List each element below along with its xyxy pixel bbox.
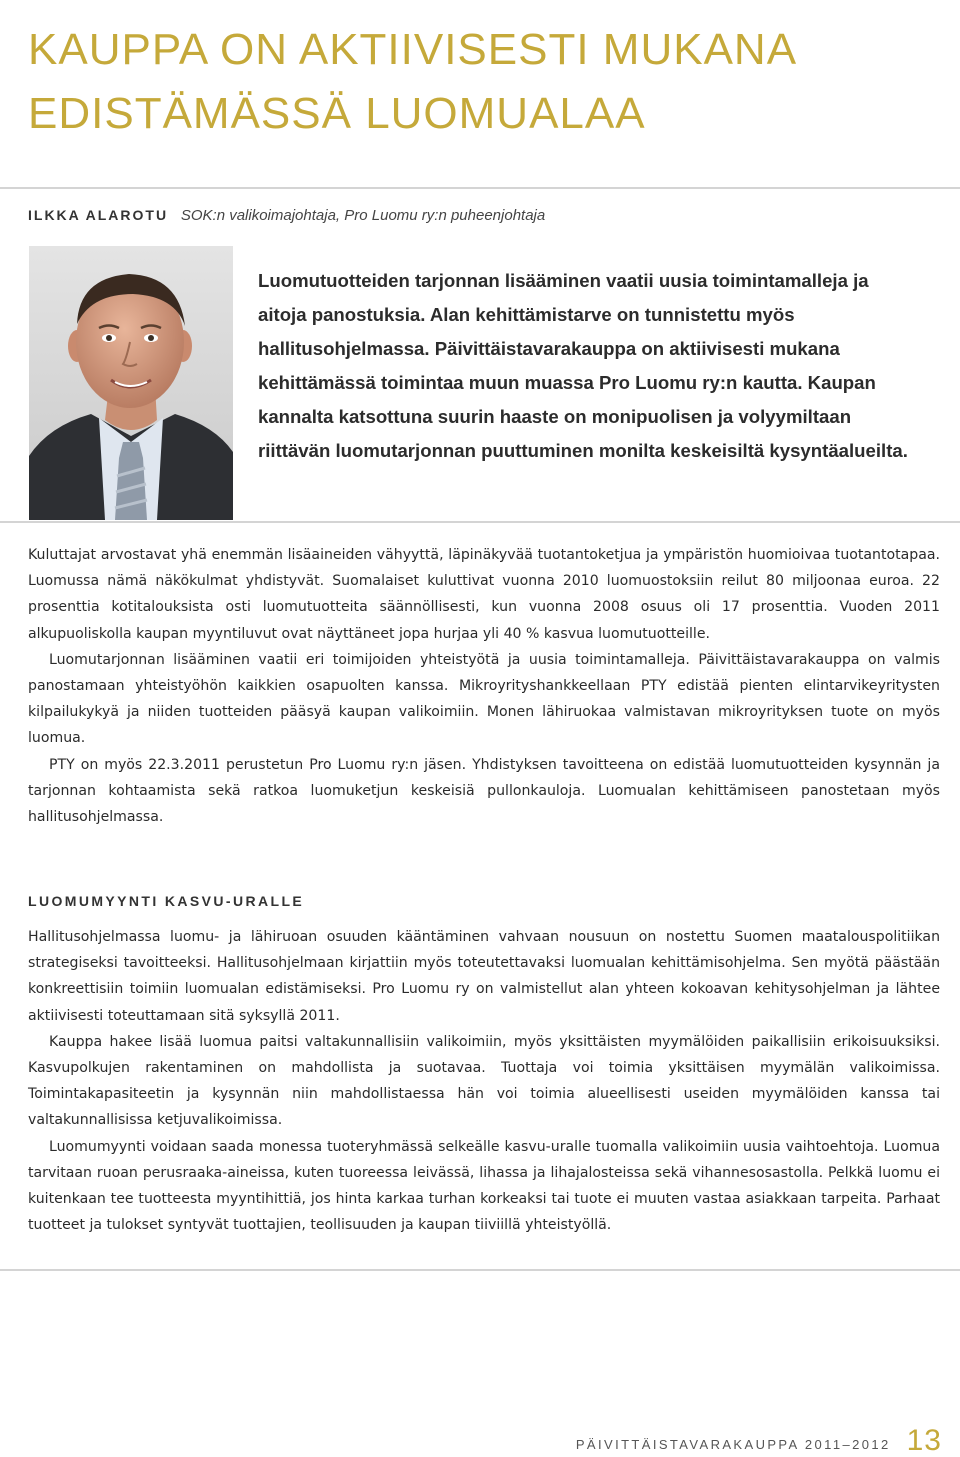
article-body (28, 542, 940, 830)
body-paragraph: Kauppa hakee lisää luomua paitsi valtakunnallisiin valikoimiin, myös yksittäisten myymälöiden paikallisiin erikoisuuksiksi. Kasvupolkujen rakentaminen on mahdollista ja suotavaa. Tuottaja voi toimia yksittäisen myymälän valikoimissa. Toimintakapasiteetin ja kysynnän niin mahdollistaessa hän voi toimia alueellisesti useiden myymälöiden kanssa tai valtakunnallisissa ketjuvalikoimissa. (28, 1033, 940, 1129)
body-paragraph: Hallitusohjelmassa luomu- ja lähiruoan osuuden kääntäminen vahvaan nousuun on nostettu Suomen maatalouspolitiikan strategiseksi tavoitteeksi. Hallitusohjelmaan kirjattiin myös toteutettavaksi luomualan kehittämisohjelma. Sen myötä päästään konkreettisiin toimiin luomualan edistämiseksi. Pro Luomu ry on valmistellut alan yhteen kokoavan kehitysohjelman ja lähtee aktiivisesti toteuttamaan sitä syksyllä 2011. (28, 929, 940, 1024)
divider-top (0, 187, 960, 189)
title-line-1: KAUPPA ON AKTIIVISESTI MUKANA (28, 25, 798, 74)
page-number: 13 (906, 1424, 942, 1457)
author-role: SOK:n valikoimajohtaja, Pro Luomu ry:n puheenjohtaja (180, 207, 546, 224)
divider-lede (0, 521, 960, 523)
publication-name: PÄIVITTÄISTAVARAKAUPPA 2011–2012 (575, 1437, 891, 1452)
divider-bottom (0, 1269, 960, 1271)
section-heading: LUOMUMYYNTI KASVU-URALLE (28, 893, 305, 909)
section-body (28, 924, 940, 1238)
byline (28, 203, 948, 228)
body-paragraph: Kuluttajat arvostavat yhä enemmän lisäaineiden vähyyttä, läpinäkyvää tuotantoketjua ja ympäristön huomioivaa tuotantotapaa. Luomussa nämä näkökulmat yhdistyvät. Suomalaiset kuluttivat vuonna 2010 luomuostoksiin reilut 80 miljoonaa euroa. 22 prosenttia kotitalouksista osti luomutuotteita säännöllisesti, kun vuonna 2008 osuus oli 17 prosenttia. Vuoden 2011 alkupuoliskolla kaupan myyntiluvut ovat näyttäneet jopa hurjaa yli 40 % kasvua luomutuotteille. (28, 547, 940, 642)
body-paragraph: Luomutarjonnan lisääminen vaatii eri toimijoiden yhteistyötä ja uusia toimintamalleja. Päivittäistavarakauppa on valmis panostamaan yhteistyöhön kaikkien osapuolten kanssa. Mikroyrityshankkeellaan PTY edistää pienten elintarvikeyritysten kilpailukykyä ja niiden tuotteiden pääsyä kaupan valikoimiin. Monen lähiruokaa valmistavan mikroyrityksen tuote on myös luomua. (28, 651, 940, 747)
article-title (28, 18, 948, 146)
author-name: ILKKA ALAROTU (28, 207, 169, 223)
page-footer (575, 1424, 942, 1457)
title-line-2: EDISTÄMÄSSÄ LUOMUALAA (28, 89, 646, 138)
author-portrait (29, 246, 233, 520)
body-paragraph: PTY on myös 22.3.2011 perustetun Pro Luomu ry:n jäsen. Yhdistyksen tavoitteena on edistää luomutuotteiden kysynnän ja tarjonnan kohtaamista sekä ratkoa luomuketjun keskeisiä pullonkauloja. Luomualan kehittämiseen panostetaan myös hallitusohjelmassa. (28, 756, 940, 826)
body-paragraph: Luomumyynti voidaan saada monessa tuoteryhmässä selkeälle kasvu-uralle tuomalla valikoimiin uusia vaihtoehtoja. Luomua tarvitaan ruoan perusraaka-aineissa, kuten tuoreessa leivässä, lihassa ja lihajalosteissa sekä vihannesosastolla. Pelkkä luomu ei kuitenkaan tee tuotteesta myyntihittiä, jos hinta karkaa turhan korkeaksi tai tuote ei muuten vastaa asiakkaan tarpeita. Parhaat tuotteet ja tulokset syntyvät tuottajien, teollisuuden ja kaupan tiiviillä yhteistyöllä. (28, 1138, 940, 1234)
article-lede: Luomutuotteiden tarjonnan lisääminen vaatii uusia toimintamalleja ja aitoja panostuksia. Alan kehittämistarve on tunnistettu myös hallitusohjelmassa. Päivittäistavarakauppa on aktiivisesti mukana kehittämässä toimintaa muun muassa Pro Luomu ry:n kautta. Kaupan kannalta katsottuna suurin haaste on monipuolisen ja volyymiltaan riittävän luomutarjonnan puuttuminen monilta keskeisiltä kysyntäalueilta. (258, 270, 908, 461)
